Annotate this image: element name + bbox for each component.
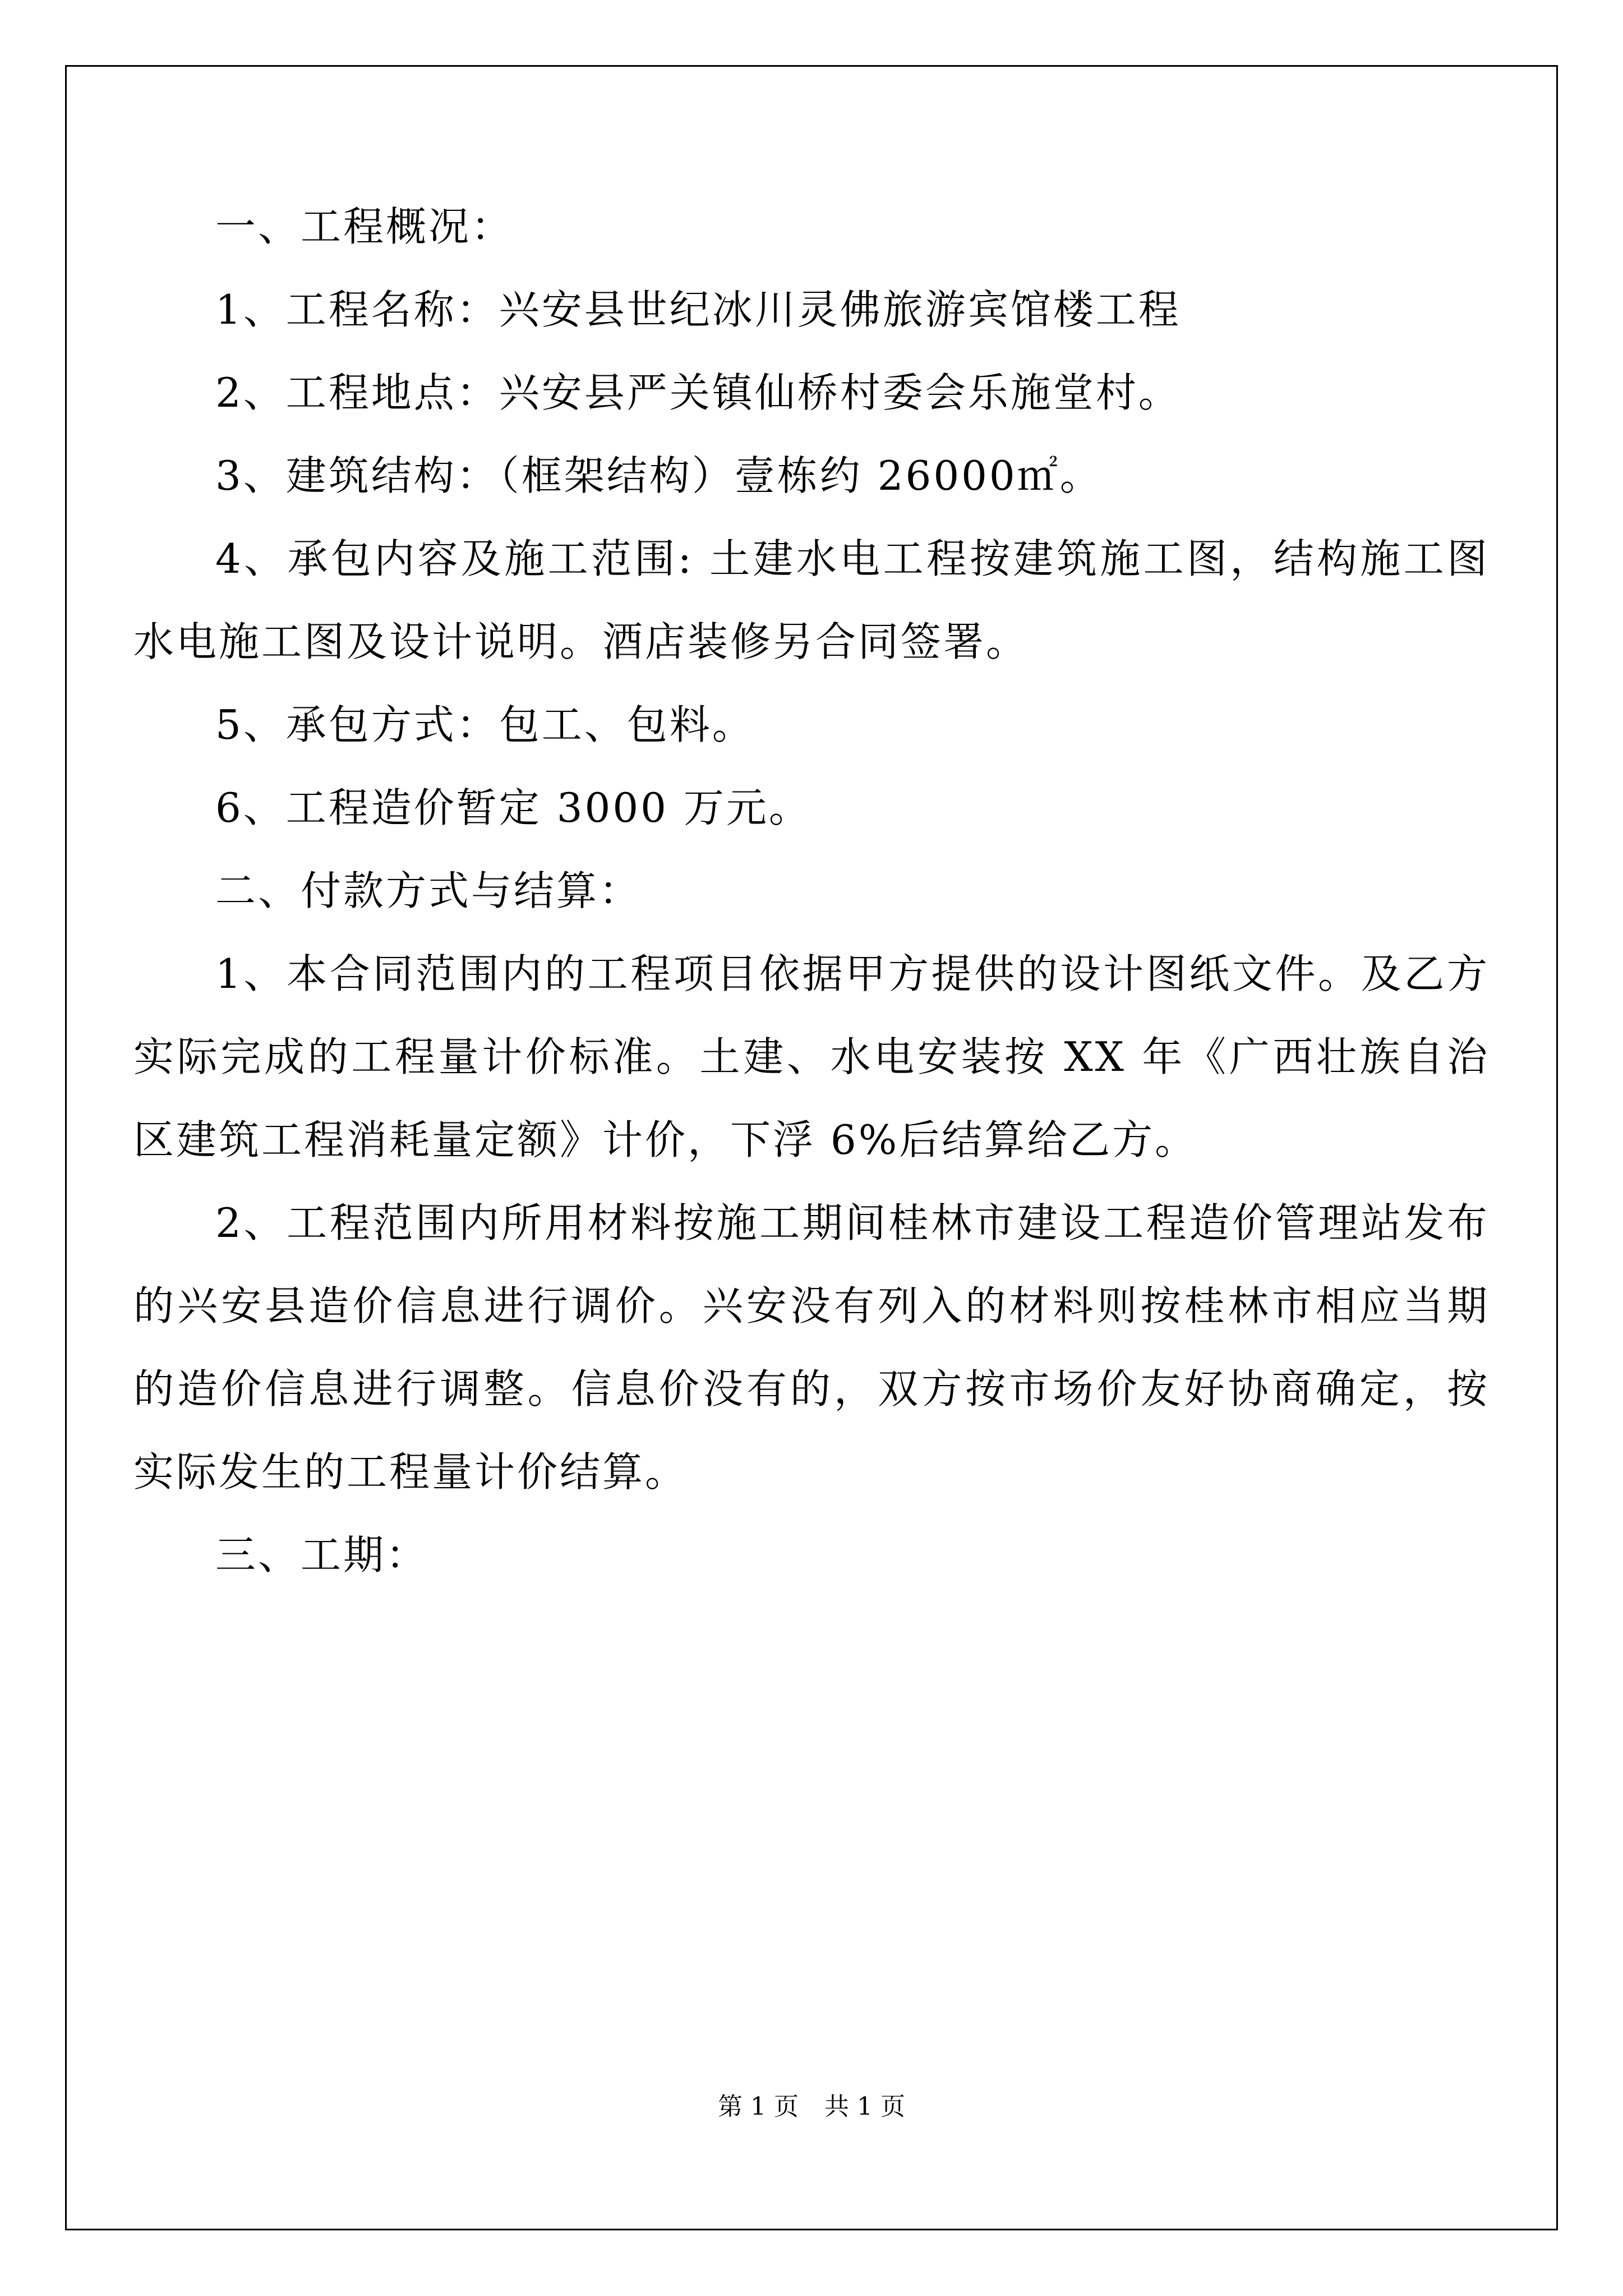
section-heading-schedule: 三、工期： — [215, 1531, 429, 1579]
paragraph-building-structure: 3、建筑结构：（框架结构）壹栋约 26000㎡。 — [215, 452, 1103, 499]
paragraph-project-location: 2、工程地点：兴安县严关镇仙桥村委会乐施堂村。 — [215, 369, 1181, 416]
paragraph-contract-scope: 4、承包内容及施工范围: 土建水电工程按建筑施工图，结构施工图水电施工图及设计说明。酒店装修另合同签署。 — [133, 535, 1490, 665]
paragraph-payment-basis: 1、本合同范围内的工程项目依据甲方提供的设计图纸文件。及乙方实际完成的工程量计价标准。土建、水电安装按 XX 年《广西壮族自治区建筑工程消耗量定额》计价，下浮 6%后结算给乙方。 — [133, 950, 1490, 1163]
page-footer — [0, 2090, 1623, 2124]
page-number: 第 1 页 — [718, 2092, 799, 2121]
paragraph-project-cost: 6、工程造价暂定 3000 万元。 — [215, 784, 811, 831]
paragraph-material-pricing: 2、工程范围内所用材料按施工期间桂林市建设工程造价管理站发布的兴安县造价信息进行调价。兴安没有列入的材料则按桂林市相应当期的造价信息进行调整。信息价没有的，双方按市场价友好协商确定，按实际发生的工程量计价结算。 — [133, 1199, 1490, 1496]
page-total: 共 1 页 — [824, 2092, 905, 2121]
paragraph-project-name: 1、工程名称：兴安县世纪冰川灵佛旅游宾馆楼工程 — [215, 286, 1181, 333]
section-heading-payment: 二、付款方式与结算： — [215, 867, 642, 914]
document-body — [133, 185, 1490, 1596]
paragraph-contract-method: 5、承包方式：包工、包料。 — [215, 701, 755, 748]
section-heading-overview: 一、工程概况： — [215, 203, 514, 250]
